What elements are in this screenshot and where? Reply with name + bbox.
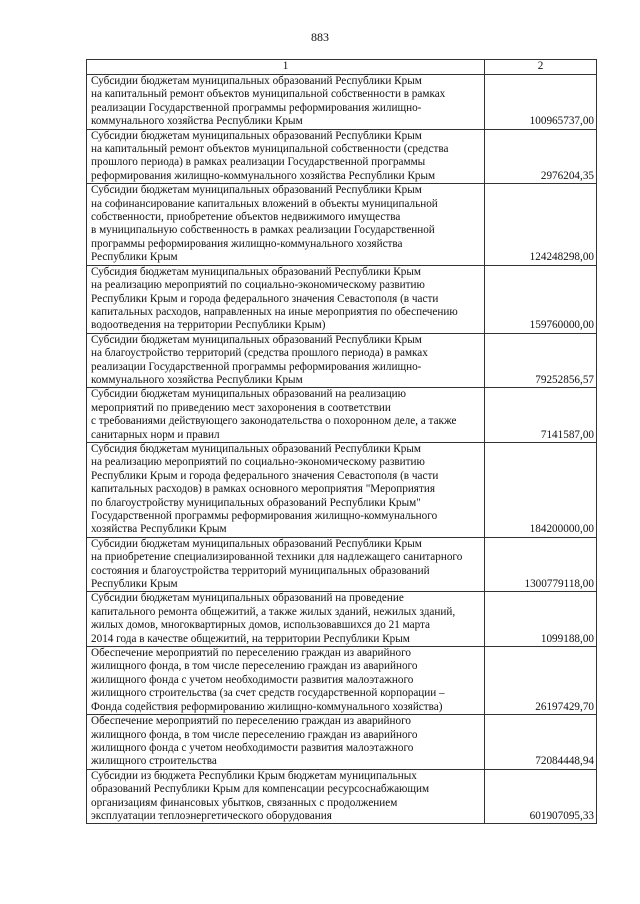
table-body [87, 75, 597, 824]
table-header-row [87, 60, 597, 75]
page-number: 883 [311, 30, 329, 44]
row-amount: 100965737,00 [485, 75, 597, 130]
row-amount: 2976204,35 [485, 129, 597, 184]
table-row [87, 333, 597, 388]
row-amount: 79252856,57 [485, 333, 597, 388]
row-description: Субсидии из бюджета Республики Крым бюджетам муниципальных образований Республики Крым для компенсации ресурсоснабжающим организациям финансовых убытков, связанных с продолжением эксплуатации теплоэнергетического оборудования [87, 769, 485, 824]
row-amount: 159760000,00 [485, 265, 597, 333]
row-description: Субсидии бюджетам муниципальных образований Республики Крым на благоустройство территорий (средства прошлого периода) в рамках реализации Государственной программы реформирования жилищно- коммунального хозяйства Республики Крым [87, 333, 485, 388]
table-row [87, 184, 597, 265]
row-amount: 124248298,00 [485, 184, 597, 265]
table-row [87, 388, 597, 443]
budget-table [86, 59, 597, 824]
row-description: Субсидия бюджетам муниципальных образований Республики Крым на реализацию мероприятий по социально-экономическому развитию Республики Крым и города федерального значения Севастополя (в части капитальных расходов) в рамках основного мероприятия "Мероприятия по благоустройству муниципальных образований Республики Крым" Государственной программы реформирования жилищно-коммунального хозяйства Республики Крым [87, 442, 485, 537]
row-amount: 1300779118,00 [485, 537, 597, 592]
row-description: Субсидии бюджетам муниципальных образований Республики Крым на капитальный ремонт объектов муниципальной собственности (средства прошлого периода) в рамках реализации Государственной программы реформирования жилищно-коммунального хозяйства Республики Крым [87, 129, 485, 184]
row-description: Обеспечение мероприятий по переселению граждан из аварийного жилищного фонда, в том числе переселению граждан из аварийного жилищного фонда с учетом необходимости развития малоэтажного жилищного строительства (за счет средств государственной корпорации – Фонда содействия реформированию жилищно-коммунального хозяйства) [87, 647, 485, 715]
table-row [87, 647, 597, 715]
row-description: Субсидии бюджетам муниципальных образований Республики Крым на софинансирование капитальных вложений в объекты муниципальной собственности, приобретение объектов недвижимого имущества в муниципальную собственность в рамках реализации Государственной программы реформирования жилищно-коммунального хозяйства Республики Крым [87, 184, 485, 265]
row-amount: 26197429,70 [485, 647, 597, 715]
table-row [87, 769, 597, 824]
table-row [87, 537, 597, 592]
table-row [87, 129, 597, 184]
table-row [87, 592, 597, 647]
row-amount: 72084448,94 [485, 715, 597, 770]
row-description: Субсидии бюджетам муниципальных образований Республики Крым на капитальный ремонт объектов муниципальной собственности в рамках реализации Государственной программы реформирования жилищно- коммунального хозяйства Республики Крым [87, 75, 485, 130]
row-description: Субсидии бюджетам муниципальных образований на реализацию мероприятий по приведению мест захоронения в соответствии с требованиями действующего законодательства о похоронном деле, а также санитарных норм и правил [87, 388, 485, 443]
row-description: Субсидия бюджетам муниципальных образований Республики Крым на реализацию мероприятий по социально-экономическому развитию Республики Крым и города федерального значения Севастополя (в части капитальных расходов, направленных на иные мероприятия по обеспечению водоотведения на территории Республики Крым) [87, 265, 485, 333]
row-amount: 1099188,00 [485, 592, 597, 647]
row-amount: 184200000,00 [485, 442, 597, 537]
table-row [87, 442, 597, 537]
row-amount: 7141587,00 [485, 388, 597, 443]
table-row [87, 265, 597, 333]
column-header-description: 1 [87, 60, 485, 75]
row-amount: 601907095,33 [485, 769, 597, 824]
row-description: Субсидии бюджетам муниципальных образований на проведение капитального ремонта общежитий, а также жилых зданий, нежилых зданий, жилых домов, многоквартирных домов, использовавшихся до 21 марта 2014 года в качестве общежитий, на территории Республики Крым [87, 592, 485, 647]
row-description: Субсидии бюджетам муниципальных образований Республики Крым на приобретение специализированной техники для надлежащего санитарного состояния и благоустройства территорий муниципальных образований Республики Крым [87, 537, 485, 592]
row-description: Обеспечение мероприятий по переселению граждан из аварийного жилищного фонда, в том числе переселению граждан из аварийного жилищного фонда с учетом необходимости развития малоэтажного жилищного строительства [87, 715, 485, 770]
table-row [87, 715, 597, 770]
table-row [87, 75, 597, 130]
column-header-amount: 2 [485, 60, 597, 75]
